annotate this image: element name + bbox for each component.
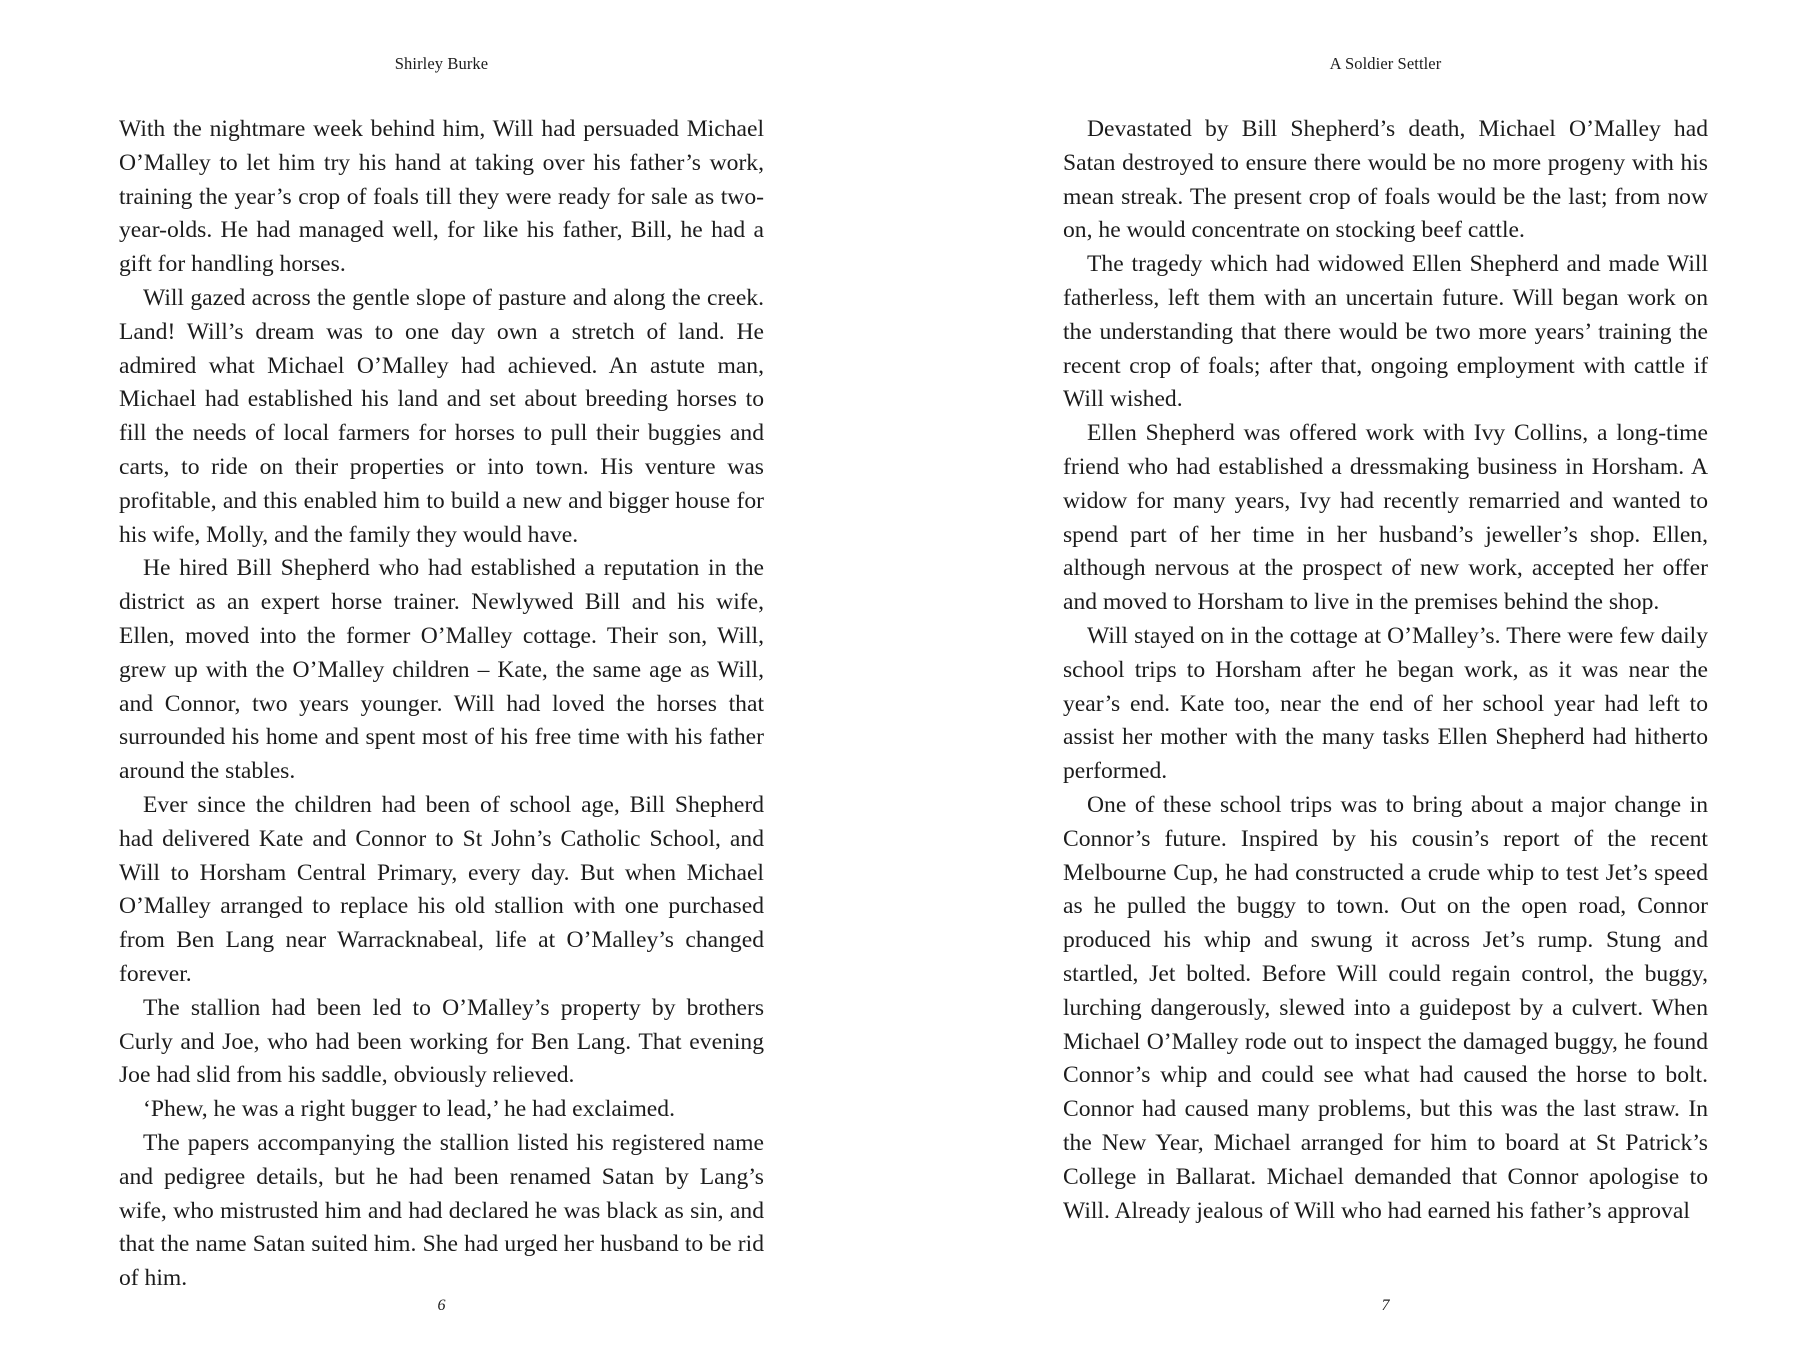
left-page <box>119 0 764 1350</box>
paragraph: Devastated by Bill Shepherd’s death, Michael O’Malley had Satan destroyed to ensure there would be no more progeny with his mean streak. The present crop of foals would be the last; from now on, he would concentrate on stocking beef cattle. <box>1063 116 1708 244</box>
running-head-author: Shirley Burke <box>394 54 489 73</box>
paragraph: The tragedy which had widowed Ellen Shepherd and made Will fatherless, left them with an uncertain future. Will began work on the understanding that there would be two more years’ training the recent crop of foals; after that, ongoing employment with cattle if Will wished. <box>1063 251 1708 413</box>
paragraph: One of these school trips was to bring about a major change in Connor’s future. Inspired by his cousin’s report of the recent Melbourne Cup, he had constructed a crude whip to test Jet’s speed as he pulled the buggy to town. Out on the open road, Connor produced his whip and swung it across Jet’s rump. Stung and startled, Jet bolted. Before Will could regain control, the buggy, lurching dangerously, slewed into a guidepost by a culvert. When Michael O’Malley rode out to inspect the damaged buggy, he found Connor’s whip and could see what had caused the horse to bolt. Connor had caused many problems, but this was the last straw. In the New Year, Michael arranged for him to board at St Patrick’s College in Ballarat. Michael demanded that Connor apologise to Will. Already jealous of Will who had earned his father’s approval <box>1063 791 1708 1224</box>
left-page-body <box>119 113 764 1296</box>
paragraph: With the nightmare week behind him, Will had persuaded Michael O’Malley to let him try his hand at taking over his father’s work, training the year’s crop of foals till they were ready for sale as two-year-olds. He had managed well, for like his father, Bill, he had a gift for handling horses. <box>119 116 764 278</box>
running-head-title: A Soldier Settler <box>1329 54 1442 73</box>
paragraph: Ever since the children had been of school age, Bill Shepherd had delivered Kate and Connor to St John’s Catholic School, and Will to Horsham Central Primary, every day. But when Michael O’Malley arranged to replace his old stallion with one purchased from Ben Lang near Warracknabeal, life at O’Malley’s changed forever. <box>119 791 764 987</box>
paragraph: Will gazed across the gentle slope of pasture and along the creek. Land! Will’s dream was to one day own a stretch of land. He admired what Michael O’Malley had achieved. An astute man, Michael had established his land and set about breeding horses to fill the needs of local farmers for horses to pull their buggies and carts, to ride on their properties or into town. His venture was profitable, and this enabled him to build a new and bigger house for his wife, Molly, and the family they would have. <box>119 284 764 548</box>
paragraph: He hired Bill Shepherd who had established a reputation in the district as an expert horse trainer. Newlywed Bill and his wife, Ellen, moved into the former O’Malley cottage. Their son, Will, grew up with the O’Malley children – Kate, the same age as Will, and Connor, two years younger. Will had loved the horses that surrounded his home and spent most of his free time with his father around the stables. <box>119 555 764 785</box>
paragraph: ‘Phew, he was a right bugger to lead,’ he had exclaimed. <box>143 1096 675 1123</box>
paragraph: The stallion had been led to O’Malley’s property by brothers Curly and Joe, who had been working for Ben Lang. That evening Joe had slid from his saddle, obviously relieved. <box>119 994 764 1089</box>
right-page <box>1063 0 1708 1350</box>
right-page-body <box>1063 113 1708 1228</box>
page-number-left: 6 <box>437 1297 446 1314</box>
paragraph: The papers accompanying the stallion listed his registered name and pedigree details, but he had been renamed Satan by Lang’s wife, who mistrusted him and had declared he was black as sin, and that the name Satan suited him. She had urged her husband to be rid of him. <box>119 1129 764 1292</box>
paragraph: Ellen Shepherd was offered work with Ivy Collins, a long-time friend who had established a dressmaking business in Horsham. A widow for many years, Ivy had recently remarried and wanted to spend part of her time in her husband’s jeweller’s shop. Ellen, although nervous at the prospect of new work, accepted her offer and moved to Horsham to live in the premises behind the shop. <box>1063 420 1708 616</box>
paragraph: Will stayed on in the cottage at O’Malley’s. There were few daily school trips to Horsham after he began work, as it was near the year’s end. Kate too, near the end of her school year had left to assist her mother with the many tasks Ellen Shepherd had hitherto performed. <box>1063 622 1708 785</box>
page-number-right: 7 <box>1381 1297 1390 1314</box>
